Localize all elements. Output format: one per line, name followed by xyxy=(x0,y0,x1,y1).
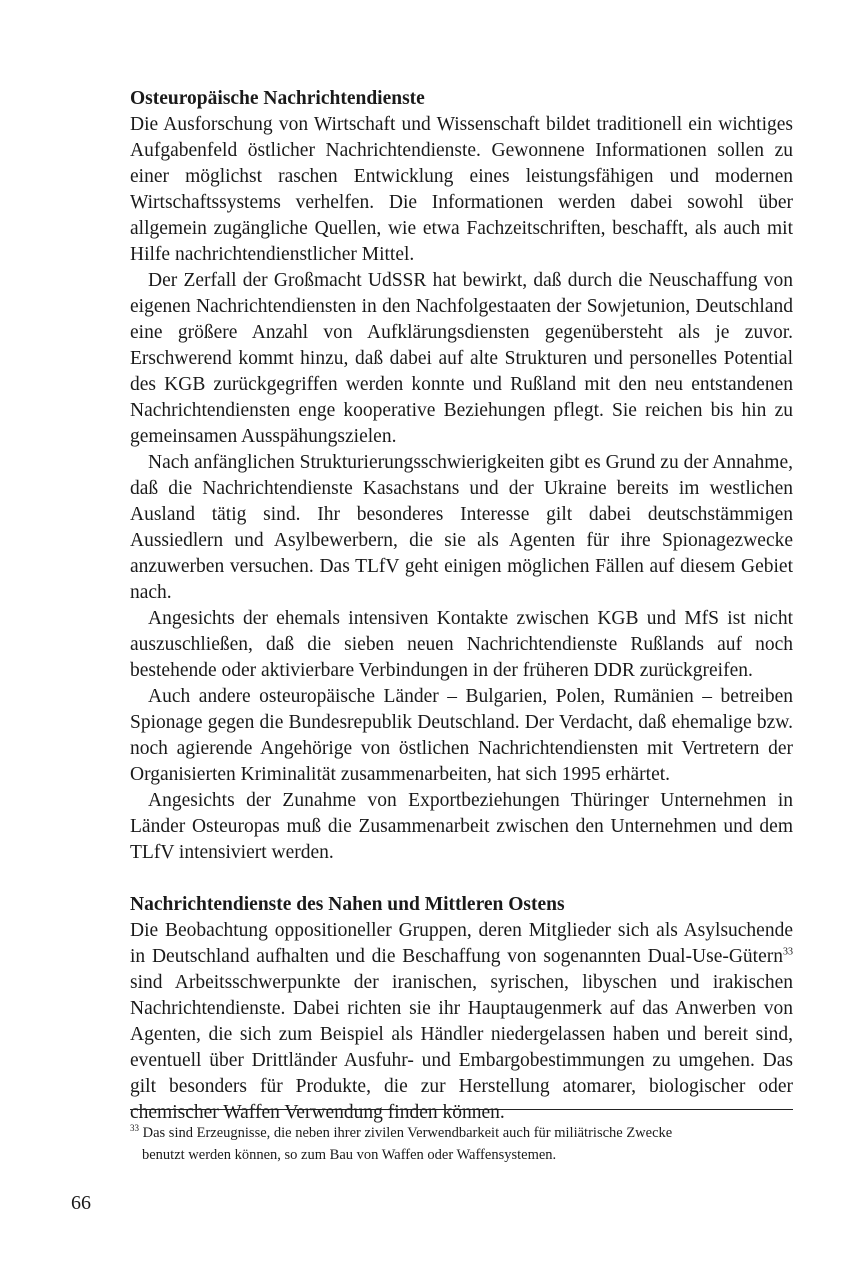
paragraph: Auch andere osteuropäische Länder – Bulgarien, Polen, Rumänien – betreiben Spionage gegen die Bundesrepublik Deutschland. Der Verdacht, daß ehemalige bzw. noch agierende Angehörige von östlichen Nachrichtendiensten mit Vertretern der Organisierten Kriminalität zusammenarbeiten, hat sich 1995 erhärtet. xyxy=(130,686,793,785)
footnote-reference[interactable]: 33 xyxy=(783,946,793,958)
footnote-divider xyxy=(130,1109,793,1110)
footnote-text: benutzt werden können, so zum Bau von Waffen oder Waffensystemen. xyxy=(142,1147,557,1163)
section-spacer xyxy=(130,866,793,892)
footnote-text: Das sind Erzeugnisse, die neben ihrer zivilen Verwendbarkeit auch für miliätrische Zwecke xyxy=(139,1125,673,1141)
paragraph xyxy=(130,918,793,1126)
paragraph-text: Die Beobachtung oppositioneller Gruppen, deren Mitglieder sich als Asylsuchende in Deutschland aufhalten und die Beschaffung von sogenannten Dual-Use-Gütern xyxy=(130,920,793,967)
page-body xyxy=(130,86,793,1126)
section-heading-middle-east: Nachrichtendienste des Nahen und Mittleren Ostens xyxy=(130,894,565,915)
footnote-mark: 33 xyxy=(130,1123,139,1134)
paragraph: Die Ausforschung von Wirtschaft und Wissenschaft bildet traditionell ein wichtiges Aufgabenfeld östlicher Nachrichtendienste. Gewonnene Informationen sollen zu einer möglichst raschen Entwicklung eines leistungsfähigen und modernen Wirtschaftssystems verhelfen. Die Informationen werden dabei sowohl über allgemein zugängliche Quellen, wie etwa Fachzeitschriften, beschafft, als auch mit Hilfe nachrichtendienstlicher Mittel. xyxy=(130,114,793,265)
paragraph: Angesichts der Zunahme von Exportbeziehungen Thüringer Unternehmen in Länder Osteuropas muß die Zusammenarbeit zwischen den Unternehmen und dem TLfV intensiviert werden. xyxy=(130,790,793,863)
footnote xyxy=(130,1122,793,1166)
paragraph: Angesichts der ehemals intensiven Kontakte zwischen KGB und MfS ist nicht auszuschließen, daß die sieben neuen Nachrichtendienste Rußlands auf noch bestehende oder aktivierbare Verbindungen in der früheren DDR zurückgreifen. xyxy=(130,608,793,681)
page-number: 66 xyxy=(71,1192,91,1214)
paragraph: Nach anfänglichen Strukturierungsschwierigkeiten gibt es Grund zu der Annahme, daß die Nachrichtendienste Kasachstans und der Ukraine bereits im westlichen Ausland tätig sind. Ihr besonderes Interesse gilt dabei deutschstämmigen Aussiedlern und Asylbewerbern, die sie als Agenten für ihre Spionagezwecke anzuwerben versuchen. Das TLfV geht einigen möglichen Fällen auf diesem Gebiet nach. xyxy=(130,452,793,603)
paragraph: Der Zerfall der Großmacht UdSSR hat bewirkt, daß durch die Neuschaffung von eigenen Nachrichtendiensten in den Nachfolgestaaten der Sowjetunion, Deutschland eine größere Anzahl von Aufklärungsdiensten gegenübersteht als je zuvor. Erschwerend kommt hinzu, daß dabei auf alte Strukturen und personelles Potential des KGB zurückgegriffen werden konnte und Rußland mit den neu entstandenen Nachrichtendiensten enge kooperative Beziehungen pflegt. Sie reichen bis hin zu gemeinsamen Ausspähungszielen. xyxy=(130,270,793,447)
paragraph-text: sind Arbeitsschwerpunkte der iranischen, syrischen, libyschen und irakischen Nachrichtendienste. Dabei richten sie ihr Hauptaugenmerk auf das Anwerben von Agenten, die sich zum Beispiel als Händler niedergelassen haben und bereit sind, eventuell über Drittländer Ausfuhr- und Embargobestimmungen zu umgehen. Das gilt besonders für Produkte, die zur Herstellung atomarer, biologischer oder chemischer Waffen Verwendung finden können. xyxy=(130,972,793,1123)
section-heading-eastern-europe: Osteuropäische Nachrichtendienste xyxy=(130,88,425,109)
